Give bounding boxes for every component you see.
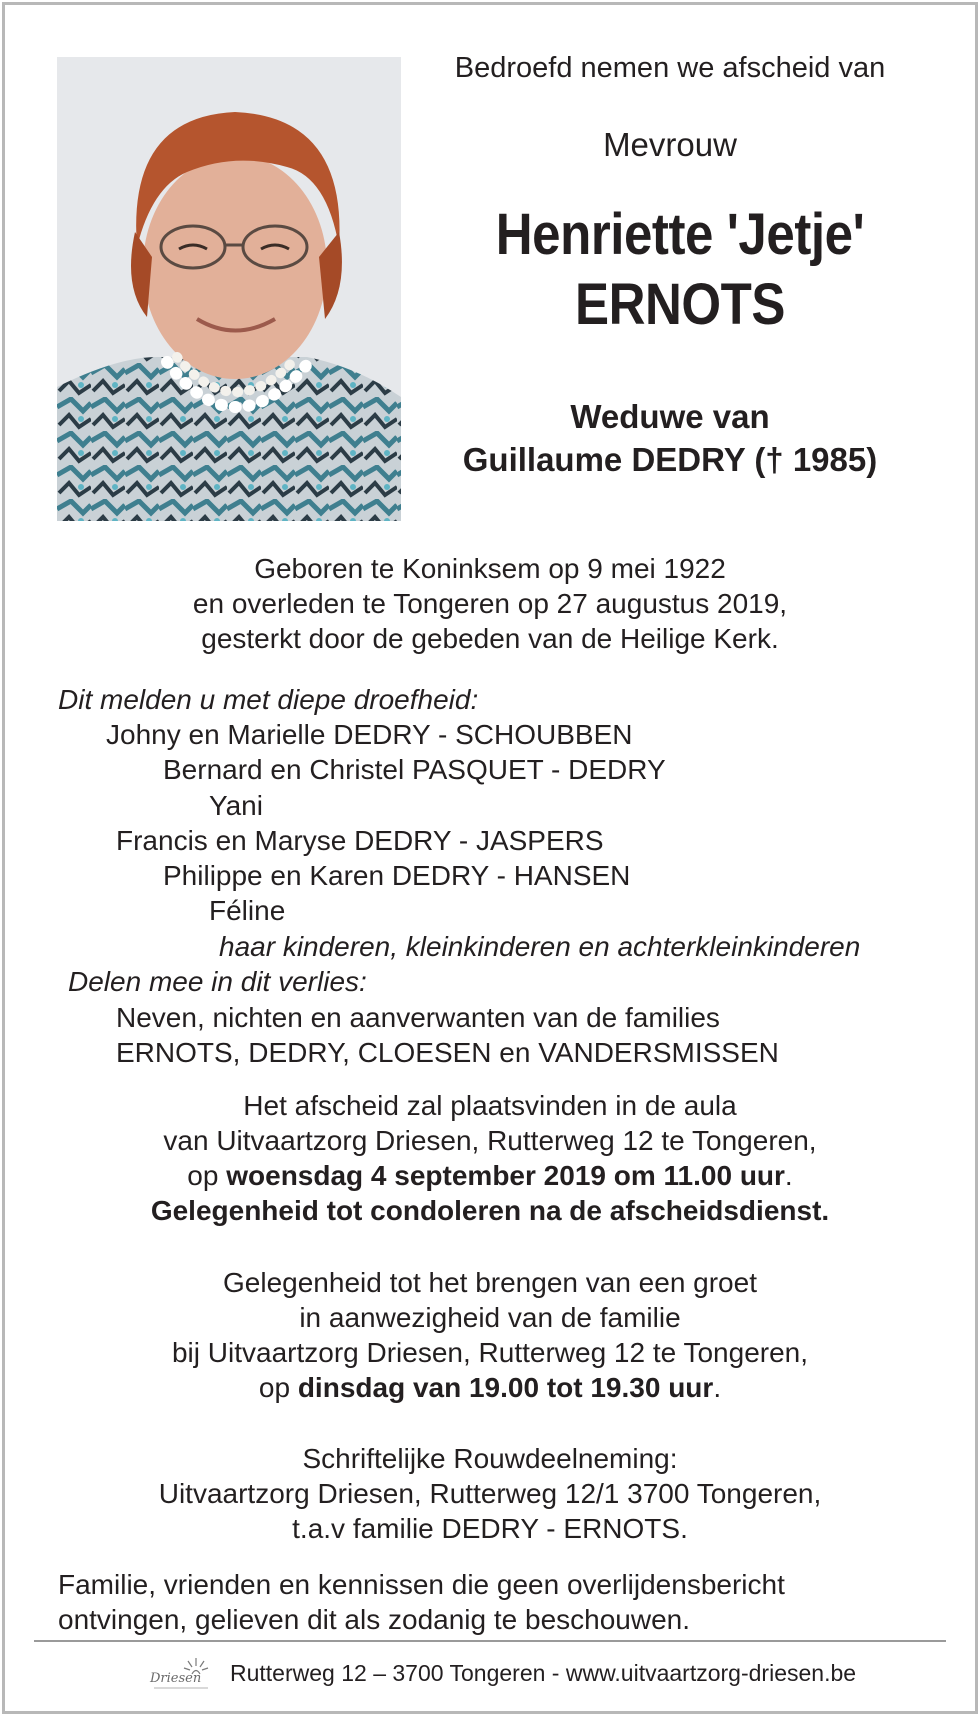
- portrait-photo: [57, 57, 401, 521]
- greeting-line2: in aanwezigheid van de familie: [299, 1302, 681, 1333]
- family-member: Bernard en Christel PASQUET - DEDRY: [163, 754, 666, 785]
- greeting-line4: [0, 1370, 980, 1405]
- deceased-name: [451, 200, 909, 340]
- ceremony-prefix: op: [187, 1160, 219, 1191]
- family-member: Féline: [209, 895, 286, 926]
- ceremony-line2: van Uitvaartzorg Driesen, Rutterweg 12 te Tongeren,: [163, 1125, 817, 1156]
- greeting-line1: Gelegenheid tot het brengen van een groet: [223, 1267, 757, 1298]
- written-condolence: [0, 1441, 980, 1546]
- relatives-line1: Neven, nichten en aanverwanten van de families: [116, 1002, 720, 1033]
- greeting-time: dinsdag van 19.00 tot 19.30 uur: [297, 1372, 714, 1403]
- share-header: Delen mee in dit verlies:: [68, 966, 367, 997]
- notice-line2: ontvingen, gelieven dit als zodanig te beschouwen.: [58, 1604, 690, 1635]
- widow-line1: Weduwe van: [570, 398, 770, 435]
- family-header: Dit melden u met diepe droefheid:: [58, 684, 479, 715]
- relatives-line2: ERNOTS, DEDRY, CLOESEN en VANDERSMISSEN: [116, 1037, 779, 1068]
- greeting-suffix: .: [713, 1372, 722, 1403]
- greeting-prefix: op: [258, 1372, 291, 1403]
- birth-line1: Geboren te Koninksem op 9 mei 1922: [254, 553, 726, 584]
- notice-line1: Familie, vrienden en kennissen die geen overlijdensbericht: [58, 1569, 785, 1600]
- widow-line2: Guillaume DEDRY († 1985): [462, 441, 878, 478]
- family-member: Johny en Marielle DEDRY - SCHOUBBEN: [106, 719, 633, 750]
- ceremony-info: [0, 1088, 980, 1228]
- ceremony-suffix: .: [784, 1160, 793, 1191]
- birth-line2: en overleden te Tongeren op 27 augustus 2019,: [192, 588, 788, 619]
- condolence-line2: Uitvaartzorg Driesen, Rutterweg 12/1 3700 Tongeren,: [158, 1478, 822, 1509]
- ceremony-line3: [0, 1158, 980, 1193]
- family-member: Philippe en Karen DEDRY - HANSEN: [163, 860, 631, 891]
- ceremony-date: woensdag 4 september 2019 om 11.00 uur: [226, 1160, 785, 1191]
- condolence-note: Gelegenheid tot condoleren na de afscheidsdienst.: [150, 1195, 830, 1226]
- footer-divider: [34, 1640, 946, 1642]
- title-mevrouw: Mevrouw: [603, 126, 737, 163]
- greeting-info: [0, 1265, 980, 1405]
- birth-death-info: [0, 551, 980, 656]
- logo-text: Driesen: [150, 1671, 202, 1686]
- family-member: Yani: [209, 790, 263, 821]
- footer-address: Rutterweg 12 – 3700 Tongeren - www.uitvaartzorg-driesen.be: [230, 1660, 857, 1686]
- intro-text: Bedroefd nemen we afscheid van: [454, 52, 886, 84]
- deceased-name-line1: Henriette 'Jetje': [495, 202, 865, 267]
- condolence-line3: t.a.v familie DEDRY - ERNOTS.: [292, 1513, 688, 1544]
- ceremony-line1: Het afscheid zal plaatsvinden in de aula: [243, 1090, 737, 1121]
- birth-line3: gesterkt door de gebeden van de Heilige Kerk.: [201, 623, 779, 654]
- greeting-line3: bij Uitvaartzorg Driesen, Rutterweg 12 te Tongeren,: [171, 1337, 809, 1368]
- descendants-line: haar kinderen, kleinkinderen en achterkleinkinderen: [219, 931, 861, 962]
- condolence-line1: Schriftelijke Rouwdeelneming:: [302, 1443, 678, 1474]
- driesen-logo: [148, 1654, 214, 1700]
- widow-of: [420, 395, 920, 481]
- family-member: Francis en Maryse DEDRY - JASPERS: [116, 825, 604, 856]
- deceased-name-line2: ERNOTS: [574, 272, 786, 337]
